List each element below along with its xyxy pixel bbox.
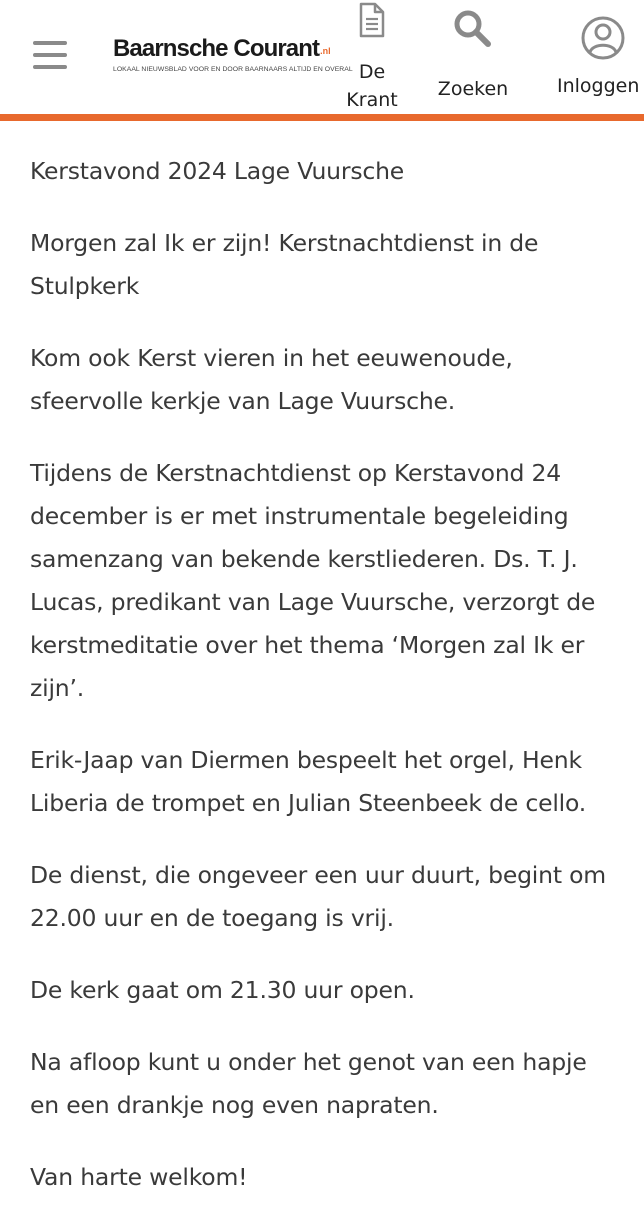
article-body: [30, 150, 620, 1228]
site-header: [0, 0, 644, 114]
article-title: Kerstavond 2024 Lage Vuursche: [30, 157, 405, 185]
article-paragraph: Erik-Jaap van Diermen bespeelt het orgel, Henk Liberia de trompet en Julian Steenbeek de cello.: [30, 746, 587, 817]
logo-wordmark: [113, 36, 345, 64]
site-logo[interactable]: [113, 35, 353, 78]
menu-bar: [33, 53, 67, 57]
nav-de-krant-label: De Krant: [346, 61, 398, 111]
logo-name: Baarnsche Courant: [113, 35, 320, 62]
menu-bar: [33, 65, 67, 69]
user-icon: [580, 15, 626, 61]
nav-inloggen[interactable]: [554, 0, 644, 114]
article-paragraph: Morgen zal Ik er zijn! Kerstnachtdienst in de Stulpkerk: [30, 229, 539, 300]
article-paragraph: Na afloop kunt u onder het genot van een hapje en een drankje nog even napraten.: [30, 1048, 587, 1119]
article-paragraph: Tijdens de Kerstnachtdienst op Kerstavond 24 december is er met instrumentale begeleiding samenzang van bekende kerstliederen. Ds. T. J. Lucas, predikant van Lage Vuursche, verzorgt de kerstmeditatie over het thema ‘Morgen zal Ik er zijn’.: [30, 459, 596, 702]
article-paragraph: Van harte welkom!: [30, 1163, 248, 1191]
search-icon: [453, 9, 493, 49]
nav-inloggen-label: Inloggen: [557, 75, 640, 97]
nav-zoeken-label: Zoeken: [437, 78, 509, 100]
logo-tld: .nl: [320, 46, 331, 56]
header-accent-line: [0, 114, 644, 121]
article-paragraph: Kom ook Kerst vieren in het eeuwenoude, sfeervolle kerkje van Lage Vuursche.: [30, 344, 513, 415]
article-paragraph: De dienst, die ongeveer een uur duurt, begint om 22.00 uur en de toegang is vrij.: [30, 861, 606, 932]
menu-bar: [33, 41, 67, 45]
article-paragraph: De kerk gaat om 21.30 uur open.: [30, 976, 415, 1004]
hamburger-menu-icon[interactable]: [33, 41, 67, 69]
logo-tagline: LOKAAL NIEUWSBLAD VOOR EN DOOR BAARNAARS ALTIJD EN OVERAL: [113, 66, 353, 73]
nav-zoeken[interactable]: [426, 0, 520, 114]
nav-de-krant[interactable]: [340, 0, 404, 114]
document-icon: [359, 2, 385, 38]
